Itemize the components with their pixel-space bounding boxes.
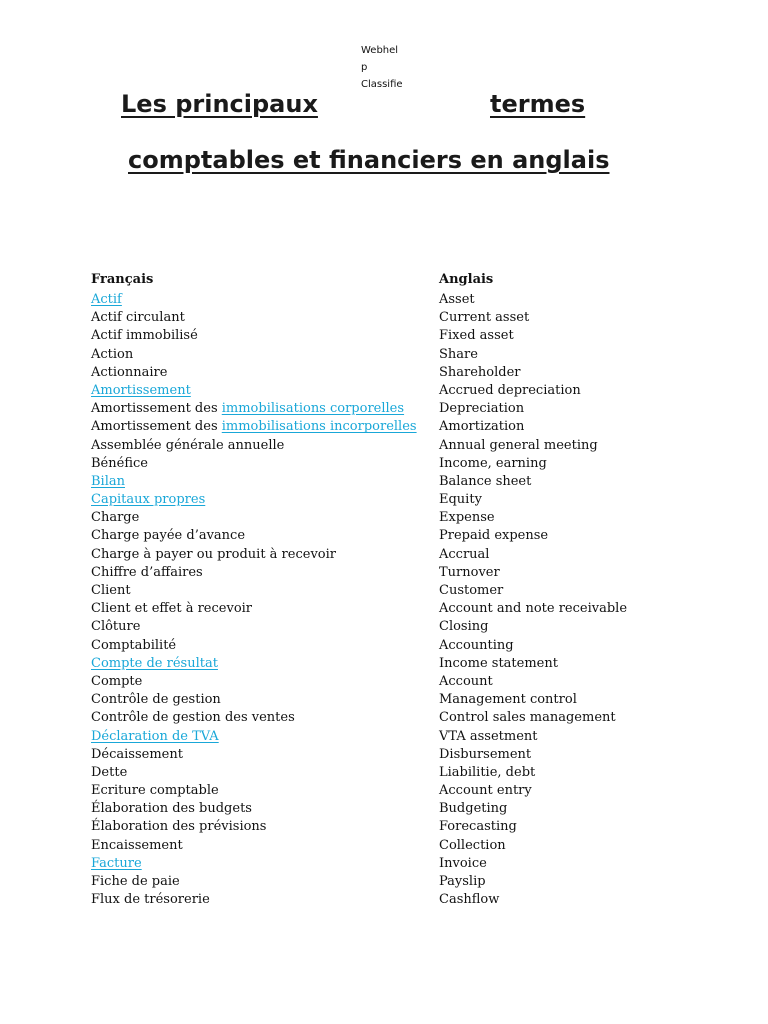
english-term: Invoice bbox=[439, 855, 487, 871]
english-term: Expense bbox=[439, 510, 495, 526]
glossary-row bbox=[91, 582, 731, 600]
english-term: VTA assetment bbox=[439, 728, 538, 744]
french-term bbox=[91, 309, 185, 327]
term-text: Décaissement bbox=[91, 746, 183, 762]
glossary-row bbox=[91, 546, 731, 564]
glossary-row bbox=[91, 855, 731, 873]
term-link[interactable]: immobilisations corporelles bbox=[221, 401, 405, 417]
glossary-row bbox=[91, 891, 731, 909]
french-term bbox=[91, 564, 203, 582]
term-text: Contrôle de gestion des ventes bbox=[91, 710, 295, 726]
term-text: Encaissement bbox=[91, 837, 183, 853]
english-term: Share bbox=[439, 346, 478, 362]
french-term bbox=[91, 691, 221, 709]
french-term bbox=[91, 455, 148, 473]
term-text: Chiffre d’affaires bbox=[91, 564, 203, 580]
term-text: Compte bbox=[91, 673, 143, 689]
glossary-row bbox=[91, 291, 731, 309]
english-term: Fixed asset bbox=[439, 328, 514, 344]
term-text: Élaboration des budgets bbox=[91, 801, 252, 817]
french-term bbox=[91, 546, 336, 564]
french-term bbox=[91, 655, 218, 673]
french-term bbox=[91, 618, 140, 636]
english-term: Budgeting bbox=[439, 801, 508, 817]
english-term: Cashflow bbox=[439, 892, 500, 908]
english-term: Balance sheet bbox=[439, 473, 532, 489]
term-text: Charge bbox=[91, 510, 140, 526]
classification-line: p bbox=[361, 62, 368, 73]
english-term: Equity bbox=[439, 492, 482, 508]
french-term bbox=[91, 437, 284, 455]
term-link[interactable]: immobilisations incorporelles bbox=[221, 419, 417, 435]
french-term bbox=[91, 837, 183, 855]
english-term: Shareholder bbox=[439, 364, 521, 380]
term-text: Amortissement des bbox=[91, 419, 222, 435]
french-term bbox=[91, 509, 139, 527]
french-term bbox=[91, 600, 252, 618]
french-term bbox=[91, 473, 125, 491]
glossary-row bbox=[91, 400, 731, 418]
english-term: Asset bbox=[439, 292, 475, 307]
french-term bbox=[91, 673, 142, 691]
classification-stamp bbox=[361, 42, 409, 93]
english-term: Closing bbox=[439, 619, 489, 635]
glossary-row bbox=[91, 564, 731, 582]
french-term bbox=[91, 364, 167, 382]
term-text: Amortissement des bbox=[91, 401, 222, 417]
french-term bbox=[91, 418, 417, 436]
french-term bbox=[91, 818, 266, 836]
term-text: Flux de trésorerie bbox=[91, 892, 210, 908]
english-term: Account and note receivable bbox=[439, 601, 628, 617]
glossary-row bbox=[91, 491, 731, 509]
english-term: Control sales management bbox=[439, 710, 616, 726]
french-term bbox=[91, 527, 245, 545]
term-text: Charge à payer ou produit à recevoir bbox=[91, 546, 336, 562]
french-term bbox=[91, 582, 131, 600]
glossary-row bbox=[91, 527, 731, 545]
term-text: Assemblée générale annuelle bbox=[91, 437, 285, 453]
term-link[interactable]: Facture bbox=[91, 855, 142, 871]
english-term: Amortization bbox=[439, 419, 525, 435]
english-term: Payslip bbox=[439, 874, 486, 889]
glossary-row bbox=[91, 709, 731, 727]
term-link[interactable]: Amortissement bbox=[91, 382, 191, 398]
glossary-row bbox=[91, 764, 731, 782]
french-term bbox=[91, 491, 205, 509]
english-term: Accrued depreciation bbox=[439, 382, 581, 398]
term-link[interactable]: Capitaux propres bbox=[91, 492, 206, 508]
term-link[interactable]: Déclaration de TVA bbox=[91, 728, 219, 744]
glossary-row bbox=[91, 818, 731, 836]
glossary-row bbox=[91, 509, 731, 527]
english-term: Annual general meeting bbox=[439, 437, 598, 453]
english-term: Collection bbox=[439, 837, 506, 853]
term-text: Client et effet à recevoir bbox=[91, 601, 253, 617]
english-term: Prepaid expense bbox=[439, 528, 549, 544]
english-term: Liabilitie, debt bbox=[439, 764, 536, 780]
glossary-row bbox=[91, 728, 731, 746]
term-link[interactable]: Bilan bbox=[91, 473, 125, 489]
glossary-row bbox=[91, 382, 731, 400]
english-term: Current asset bbox=[439, 310, 530, 326]
term-text: Comptabilité bbox=[91, 637, 177, 653]
term-text: Clôture bbox=[91, 619, 141, 635]
french-term bbox=[91, 728, 219, 746]
glossary-row bbox=[91, 437, 731, 455]
term-text: Client bbox=[91, 583, 131, 598]
glossary-row bbox=[91, 600, 731, 618]
glossary-table bbox=[91, 291, 731, 909]
english-term: Disbursement bbox=[439, 746, 532, 762]
classification-line: Webhel bbox=[361, 45, 399, 56]
french-term bbox=[91, 873, 180, 891]
glossary-row bbox=[91, 346, 731, 364]
term-text: Contrôle de gestion bbox=[91, 692, 221, 708]
french-term bbox=[91, 782, 219, 800]
glossary-row bbox=[91, 873, 731, 891]
page-title-part-1: Les principaux bbox=[121, 90, 318, 118]
english-term: Depreciation bbox=[439, 401, 525, 417]
french-term bbox=[91, 891, 210, 909]
column-header-english: Anglais bbox=[439, 272, 494, 287]
english-term: Forecasting bbox=[439, 819, 517, 835]
glossary-row bbox=[91, 782, 731, 800]
glossary-row bbox=[91, 309, 731, 327]
french-term bbox=[91, 637, 176, 655]
glossary-row bbox=[91, 455, 731, 473]
english-term: Income, earning bbox=[439, 455, 547, 471]
term-text: Bénéfice bbox=[91, 455, 148, 471]
glossary-row bbox=[91, 746, 731, 764]
glossary-row bbox=[91, 691, 731, 709]
term-text: Fiche de paie bbox=[91, 874, 180, 889]
english-term: Turnover bbox=[439, 564, 500, 580]
glossary-row bbox=[91, 364, 731, 382]
french-term bbox=[91, 800, 252, 818]
term-text: Action bbox=[91, 346, 134, 362]
english-term: Customer bbox=[439, 583, 504, 598]
term-text: Ecriture comptable bbox=[91, 783, 219, 799]
french-term bbox=[91, 764, 127, 782]
column-header-french: Français bbox=[91, 272, 154, 287]
english-term: Account bbox=[439, 673, 493, 689]
french-term bbox=[91, 382, 191, 400]
term-text: Actif immobilisé bbox=[91, 328, 198, 344]
glossary-row bbox=[91, 327, 731, 345]
glossary-row bbox=[91, 655, 731, 673]
english-term: Account entry bbox=[439, 783, 532, 799]
glossary-row bbox=[91, 473, 731, 491]
english-term: Income statement bbox=[439, 655, 558, 671]
english-term: Accounting bbox=[439, 637, 514, 653]
french-term bbox=[91, 327, 198, 345]
french-term bbox=[91, 291, 122, 309]
glossary-row bbox=[91, 618, 731, 636]
term-link[interactable]: Actif bbox=[91, 292, 122, 307]
term-text: Dette bbox=[91, 764, 128, 780]
glossary-row bbox=[91, 837, 731, 855]
term-text: Actionnaire bbox=[91, 364, 168, 380]
french-term bbox=[91, 346, 133, 364]
glossary-row bbox=[91, 637, 731, 655]
french-term bbox=[91, 709, 295, 727]
english-term: Accrual bbox=[439, 546, 490, 562]
french-term bbox=[91, 855, 142, 873]
term-text: Élaboration des prévisions bbox=[91, 819, 267, 835]
page-title-line-2: comptables et financiers en anglais bbox=[128, 146, 610, 174]
french-term bbox=[91, 746, 183, 764]
glossary-row bbox=[91, 800, 731, 818]
english-term: Management control bbox=[439, 692, 577, 708]
glossary-row bbox=[91, 418, 731, 436]
term-text: Actif circulant bbox=[91, 310, 185, 326]
page-title-part-2: termes bbox=[490, 90, 586, 118]
term-text: Charge payée d’avance bbox=[91, 528, 246, 544]
term-link[interactable]: Compte de résultat bbox=[91, 655, 218, 671]
french-term bbox=[91, 400, 404, 418]
glossary-row bbox=[91, 673, 731, 691]
classification-line: Classifie bbox=[361, 79, 403, 90]
